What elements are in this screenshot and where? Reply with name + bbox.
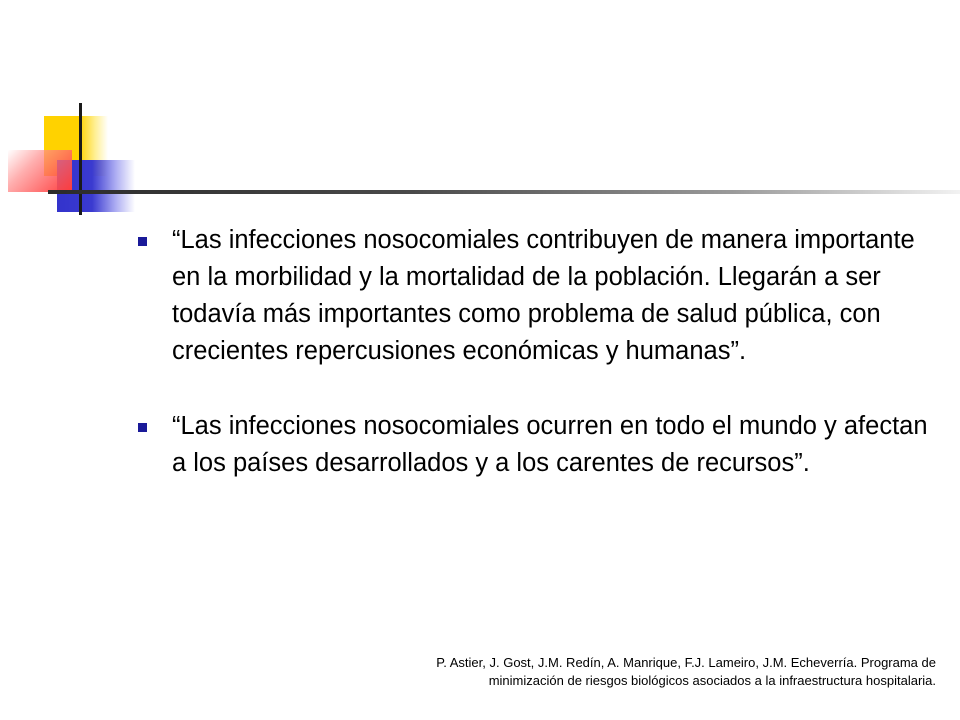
bullet-list bbox=[138, 222, 928, 482]
bullet-text: “Las infecciones nosocomiales ocurren en todo el mundo y afectan a los países desarrollados y a los carentes de recursos”. bbox=[172, 412, 928, 477]
vertical-line-decoration bbox=[79, 103, 82, 215]
citation bbox=[296, 654, 936, 690]
citation-line-1: P. Astier, J. Gost, J.M. Redín, A. Manrique, F.J. Lameiro, J.M. Echeverría. Programa de bbox=[436, 655, 936, 670]
bullet-item bbox=[138, 222, 928, 370]
bullet-text: “Las infecciones nosocomiales contribuyen de manera importante en la morbilidad y la mortalidad de la población. Llegarán a ser todavía más importantes como problema de salud pública, con crecientes repercusiones económicas y humanas”. bbox=[172, 226, 915, 365]
citation-line-2: minimización de riesgos biológicos asociados a la infraestructura hospitalaria. bbox=[488, 673, 936, 688]
bullet-square-icon bbox=[138, 423, 147, 432]
bullet-item bbox=[138, 408, 928, 482]
bullet-square-icon bbox=[138, 237, 147, 246]
red-square-decoration bbox=[8, 150, 72, 192]
title-divider bbox=[48, 190, 960, 194]
